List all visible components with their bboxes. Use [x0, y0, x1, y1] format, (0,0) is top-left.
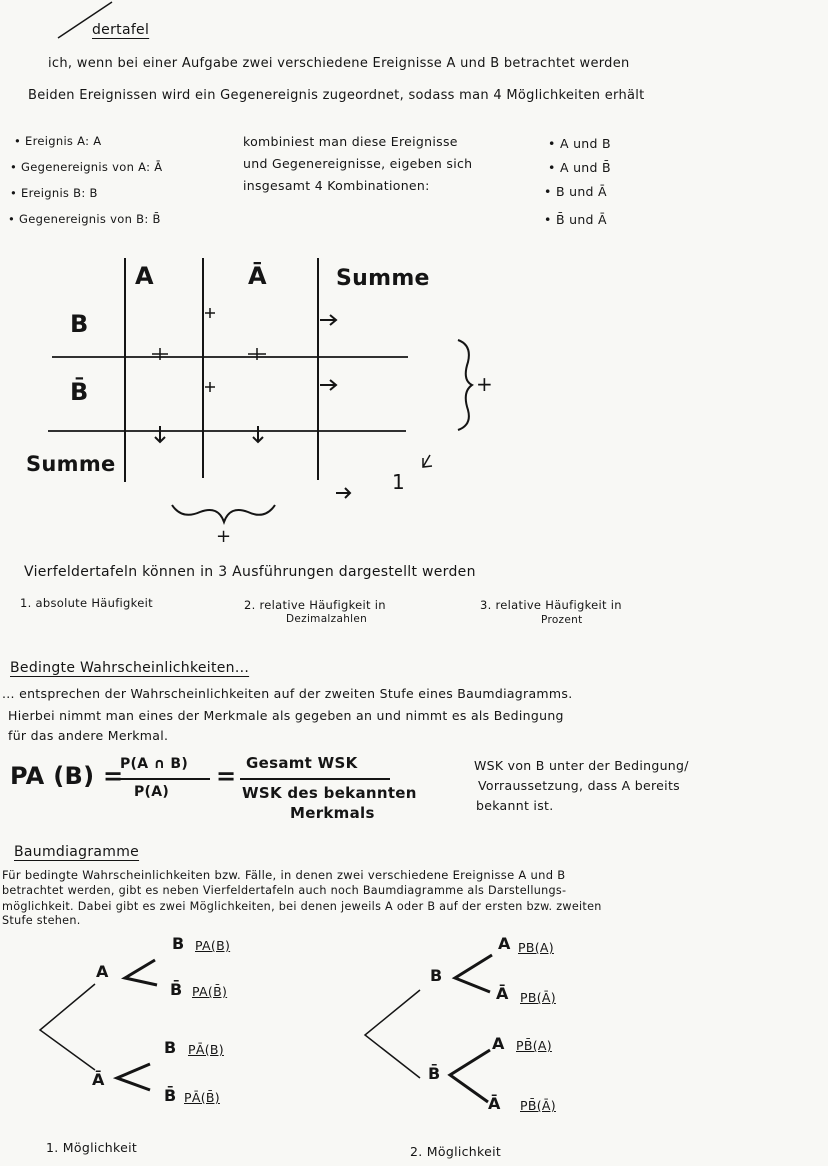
baum-line-1: Für bedingte Wahrscheinlichkeiten bzw. Fälle, in denen zwei verschiedene Ereignisse A und B — [2, 868, 566, 882]
table-row-sum: Summe — [26, 452, 116, 476]
tree1-prob-2: PA(B̄) — [192, 984, 228, 999]
ausfuehrung-3-line2: Prozent — [541, 614, 583, 626]
brace-plus-right: + — [476, 372, 494, 396]
formula-explanation-2: Vorraussetzung, dass A bereits — [478, 778, 680, 793]
combine-text-line: kombiniest man diese Ereignisse — [243, 134, 458, 149]
tree2-leaf-a-2: A — [492, 1034, 505, 1053]
event-item: • Gegenereignis von A: Ā — [10, 160, 163, 174]
tree1-caption: 1. Möglichkeit — [46, 1140, 138, 1155]
combine-text-line: und Gegenereignisse, eigeben sich — [243, 156, 473, 171]
combination-item: • A und B — [548, 136, 611, 151]
event-item: • Gegenereignis von B: B̄ — [8, 212, 161, 226]
tree1-leaf-b-2: B — [164, 1038, 177, 1057]
baum-line-2: betrachtet werden, gibt es neben Vierfeldertafeln auch noch Baumdiagramme als Darstellungs- — [2, 884, 567, 897]
tree1-node-a: A — [96, 962, 109, 981]
tree2-leaf-a: A — [498, 934, 511, 953]
ausfuehrung-2-line2: Dezimalzahlen — [286, 613, 368, 625]
tree2-prob-1: PB(A) — [518, 940, 554, 955]
tree1-prob-1: PA(B) — [195, 938, 231, 953]
intro-line-1: ich, wenn bei einer Aufgabe zwei verschiedene Ereignisse A und B betrachtet werden — [48, 56, 630, 71]
tree2-prob-3: PB̄(A) — [516, 1038, 552, 1053]
ausfuehrung-3-line1: 3. relative Häufigkeit in — [480, 598, 622, 612]
tree2-node-b: B — [430, 966, 443, 985]
table-total-one: 1 — [392, 470, 406, 494]
ausfuehrung-2-line1: 2. relative Häufigkeit in — [244, 598, 386, 612]
table-col-a: A — [135, 262, 154, 290]
event-item: • Ereignis A: A — [14, 134, 102, 148]
tree2-leaf-a-bar: Ā — [496, 984, 509, 1003]
table-col-sum: Summe — [336, 266, 430, 291]
tree2-node-b-bar: B̄ — [428, 1064, 441, 1083]
table-row-b: B — [70, 310, 89, 338]
ausfuehrung-1: 1. absolute Häufigkeit — [20, 596, 153, 610]
bedingte-line-3: für das andere Merkmal. — [8, 728, 169, 743]
intro-line-2: Beiden Ereignissen wird ein Gegenereignis zugeordnet, sodass man 4 Möglichkeiten erhält — [28, 88, 645, 103]
combine-text-line: insgesamt 4 Kombinationen: — [243, 178, 430, 193]
combination-item: • B und Ā — [544, 184, 607, 199]
tree1-leaf-b: B — [172, 934, 185, 953]
formula-frac2-denominator-2: Merkmals — [290, 804, 375, 822]
combination-item: • A und B̄ — [548, 160, 611, 175]
tree2-prob-4: PB̄(Ā) — [520, 1098, 556, 1113]
formula-explanation-3: bekannt ist. — [476, 798, 554, 813]
formula-equals: = — [216, 762, 237, 790]
table-row-b-bar: B̄ — [70, 378, 89, 406]
tree1-prob-3: PĀ(B) — [188, 1042, 224, 1057]
section-title-baumdiagramme: Baumdiagramme — [14, 844, 140, 860]
section-title-bedingte: Bedingte Wahrscheinlichkeiten... — [10, 660, 250, 676]
tree2-caption: 2. Möglichkeit — [410, 1144, 502, 1159]
formula-frac1-denominator: P(A) — [134, 784, 170, 800]
ausfuehrungen-title: Vierfeldertafeln können in 3 Ausführungen dargestellt werden — [24, 564, 476, 580]
table-col-a-bar: Ā — [248, 262, 267, 290]
tree1-prob-4: PĀ(B̄) — [184, 1090, 220, 1105]
combination-item: • B̄ und Ā — [544, 212, 607, 227]
section-title-vierfeldertafel: dertafel — [92, 22, 150, 38]
formula-frac2-denominator-1: WSK des bekannten — [242, 784, 417, 802]
brace-plus-bottom: + — [216, 526, 232, 547]
bedingte-line-2: Hierbei nimmt man eines der Merkmale als gegeben an und nimmt es als Bedingung — [8, 708, 564, 723]
tree1-leaf-b-bar-2: B̄ — [164, 1086, 177, 1105]
event-item: • Ereignis B: B — [10, 186, 98, 200]
tree2-prob-2: PB(Ā) — [520, 990, 556, 1005]
tree1-node-a-bar: Ā — [92, 1070, 105, 1089]
tree1-leaf-b-bar: B̄ — [170, 980, 183, 999]
formula-frac2-numerator: Gesamt WSK — [246, 754, 358, 772]
formula-frac1-bar — [118, 778, 210, 780]
tree2-leaf-a-bar-2: Ā — [488, 1094, 501, 1113]
bedingte-line-1: ... entsprechen der Wahrscheinlichkeiten auf der zweiten Stufe eines Baumdiagramms. — [2, 686, 573, 701]
formula-frac1-numerator: P(A ∩ B) — [120, 756, 189, 772]
formula-explanation-1: WSK von B unter der Bedingung/ — [474, 758, 689, 773]
formula-lhs: PA (B) = — [10, 762, 124, 790]
baum-line-3: möglichkeit. Dabei gibt es zwei Möglichkeiten, bei denen jeweils A oder B auf der ersten bzw. zweiten — [2, 900, 602, 913]
formula-frac2-bar — [240, 778, 390, 780]
baum-line-4: Stufe stehen. — [2, 914, 81, 927]
